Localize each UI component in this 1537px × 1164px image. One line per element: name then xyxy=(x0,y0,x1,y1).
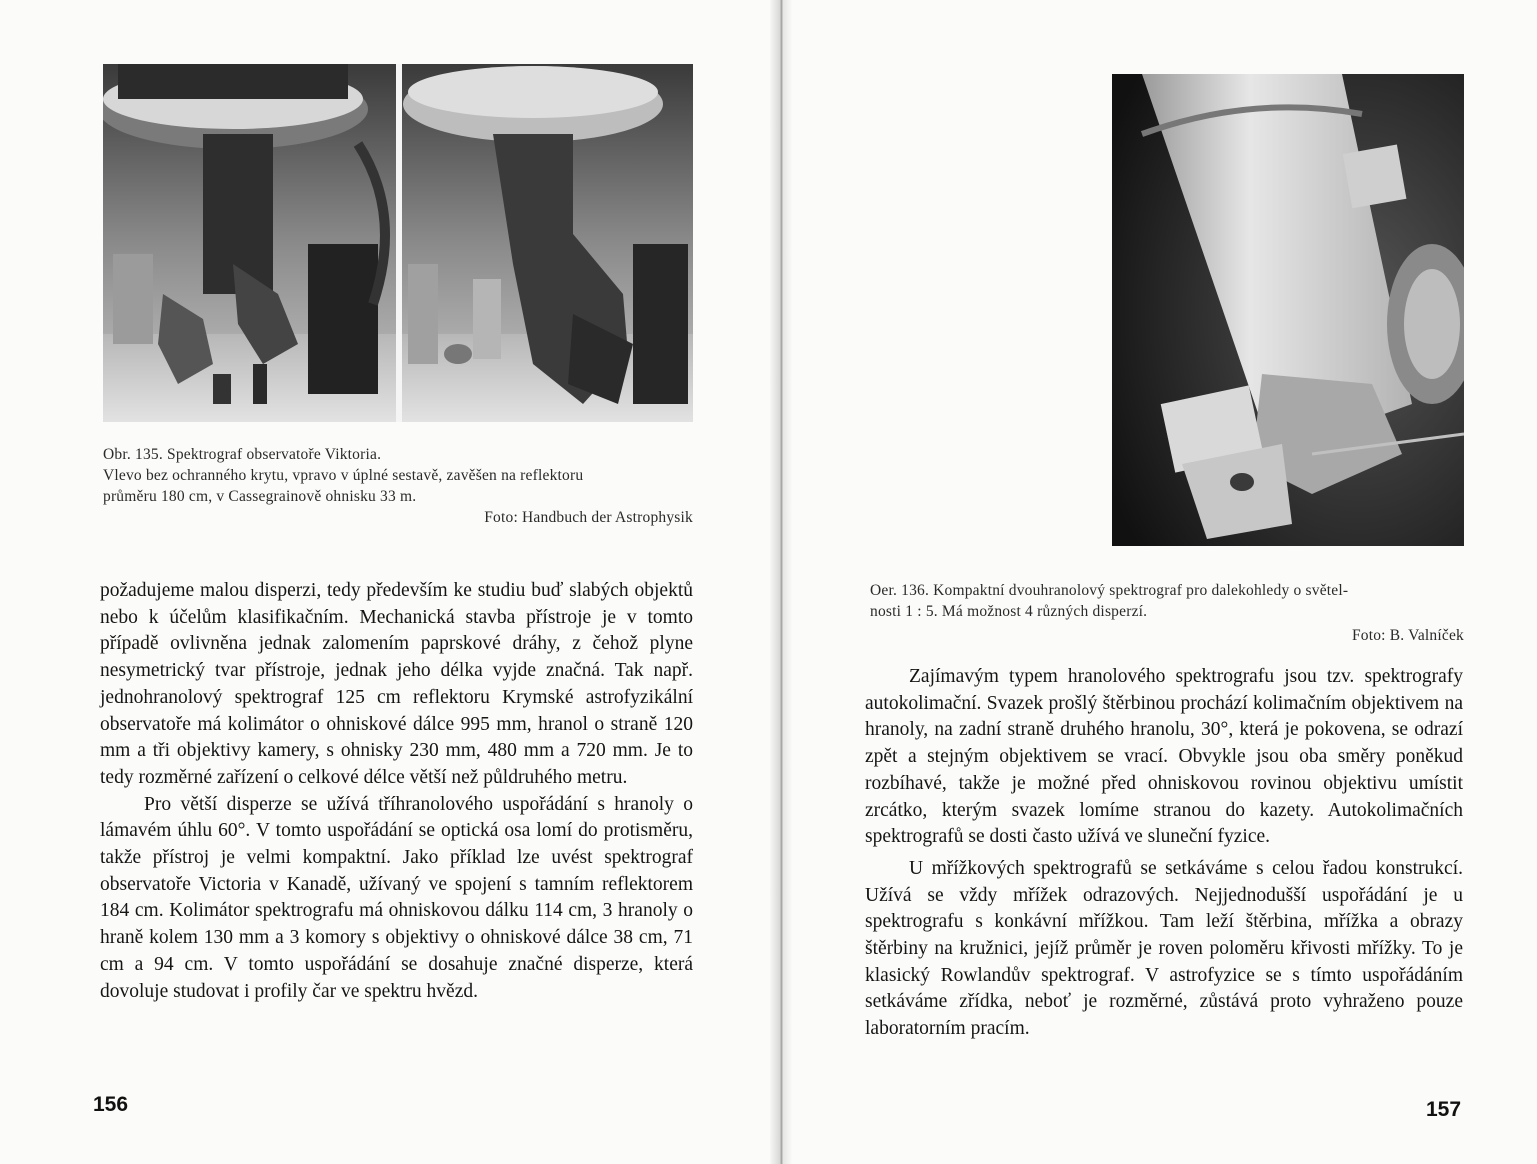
book-gutter xyxy=(770,0,792,1164)
paragraph: U mřížkových spektrografů se setkáváme s celou řadou konstrukcí. Užívá se vždy mřížek odrazových. Nejjednodušší uspořádání je u spektrografu s konkávní mřížkou. Tam leží štěrbina, mřížka a obrazy štěrbiny na kružnici, jejíž průměr je roven poloměru křivosti mřížky. To je klasický Rowlandův spektrograf. V astrofyzice se s tímto uspořádáním setkáváme zřídka, neboť je rozměrné, zůstává proto vyhraženo pouze laboratorním pracím. xyxy=(865,857,1463,1040)
right-body-text xyxy=(865,664,1463,1043)
caption-line: Obr. 135. Spektrograf observatoře Viktoria. xyxy=(103,446,382,463)
page-number: 157 xyxy=(1426,1098,1462,1121)
figure-135-photo xyxy=(103,64,693,422)
paragraph: Pro větší disperze se užívá tříhranolového uspořádání s hranoly o lámavém úhlu 60°. V tomto uspořádání se optická osa lomí do protisměru, takže přístroj je velmi kompaktní. Jako příklad lze uvést spektrograf observatoře Victoria v Kanadě, užívaný ve spojení s tamním reflektorem 184 cm. Kolimátor spektrografu má ohniskovou dálku 114 cm, 3 hranoly o hraně kolem 130 mm a 3 komory s objektivy o ohniskové dálce 38 cm, 71 cm a 94 cm. V tomto uspořádání se dosahuje značné disperze, která dovoluje studovat i profily čar ve spektru hvězd. xyxy=(100,793,693,1002)
photo-credit: Foto: Handbuch der Astrophysik xyxy=(484,509,693,526)
photo-credit: Foto: B. Valníček xyxy=(1351,627,1464,644)
figure-135-caption xyxy=(103,444,693,528)
telescope-spectrograph-illustration xyxy=(1112,74,1464,546)
caption-line: průměru 180 cm, v Cassegrainově ohnisku 33 m. xyxy=(103,488,417,505)
caption-line: Oer. 136. Kompaktní dvouhranolový spektrograf pro dalekohledy o světel- xyxy=(870,582,1349,599)
caption-line: Vlevo bez ochranného krytu, vpravo v úplné sestavě, zavěšen na reflektoru xyxy=(103,467,584,484)
page-number: 156 xyxy=(93,1093,129,1116)
left-body-text xyxy=(100,578,693,1005)
paragraph: Zajímavým typem hranolového spektrografu jsou tzv. spektrografy autokolimační. Svazek prošlý štěrbinou prochází kolimačním objektivem na hranoly, na zadní straně druhého hranolu, 30°, která je pokovena, se odrazí zpět a stejným objektivem se vrací. Obvykle jsou oba směry poněkud rozbíhavé, takže je možné před ohniskovou rovinou objektivu umístit zrcátko, kterým svazek lomíme stranou do kazety. Autokolimačních spektrografů se dosti často užívá ve sluneční fyzice. xyxy=(865,666,1463,848)
caption-line: nosti 1 : 5. Má možnost 4 různých disperzí. xyxy=(870,603,1148,620)
spectrograph-pair-illustration xyxy=(103,64,693,422)
right-page xyxy=(792,0,1537,1164)
paragraph: požadujeme malou disperzi, tedy především ke studiu buď slabých objektů nebo k účelům klasifikačním. Mechanická stavba přístroje je v tomto případě ovlivněna jednak zalomením paprskové dráhy, z čehož plyne nesymetrický tvar přístroje, jednak jeho délka vyjde značná. Tak např. jednohranolový spektrograf 125 cm reflektoru Krymské astrofyzikální observatoře má kolimátor o ohniskové dálce 995 mm, hranol o straně 120 mm a tři objektivy kamery, s ohnisky 230 mm, 480 mm a 720 mm. Je to tedy rozměrné zařízení o celkové délce větší než půldruhého metru. xyxy=(100,580,693,788)
figure-136-caption xyxy=(870,580,1464,646)
figure-136-photo xyxy=(1112,74,1464,546)
